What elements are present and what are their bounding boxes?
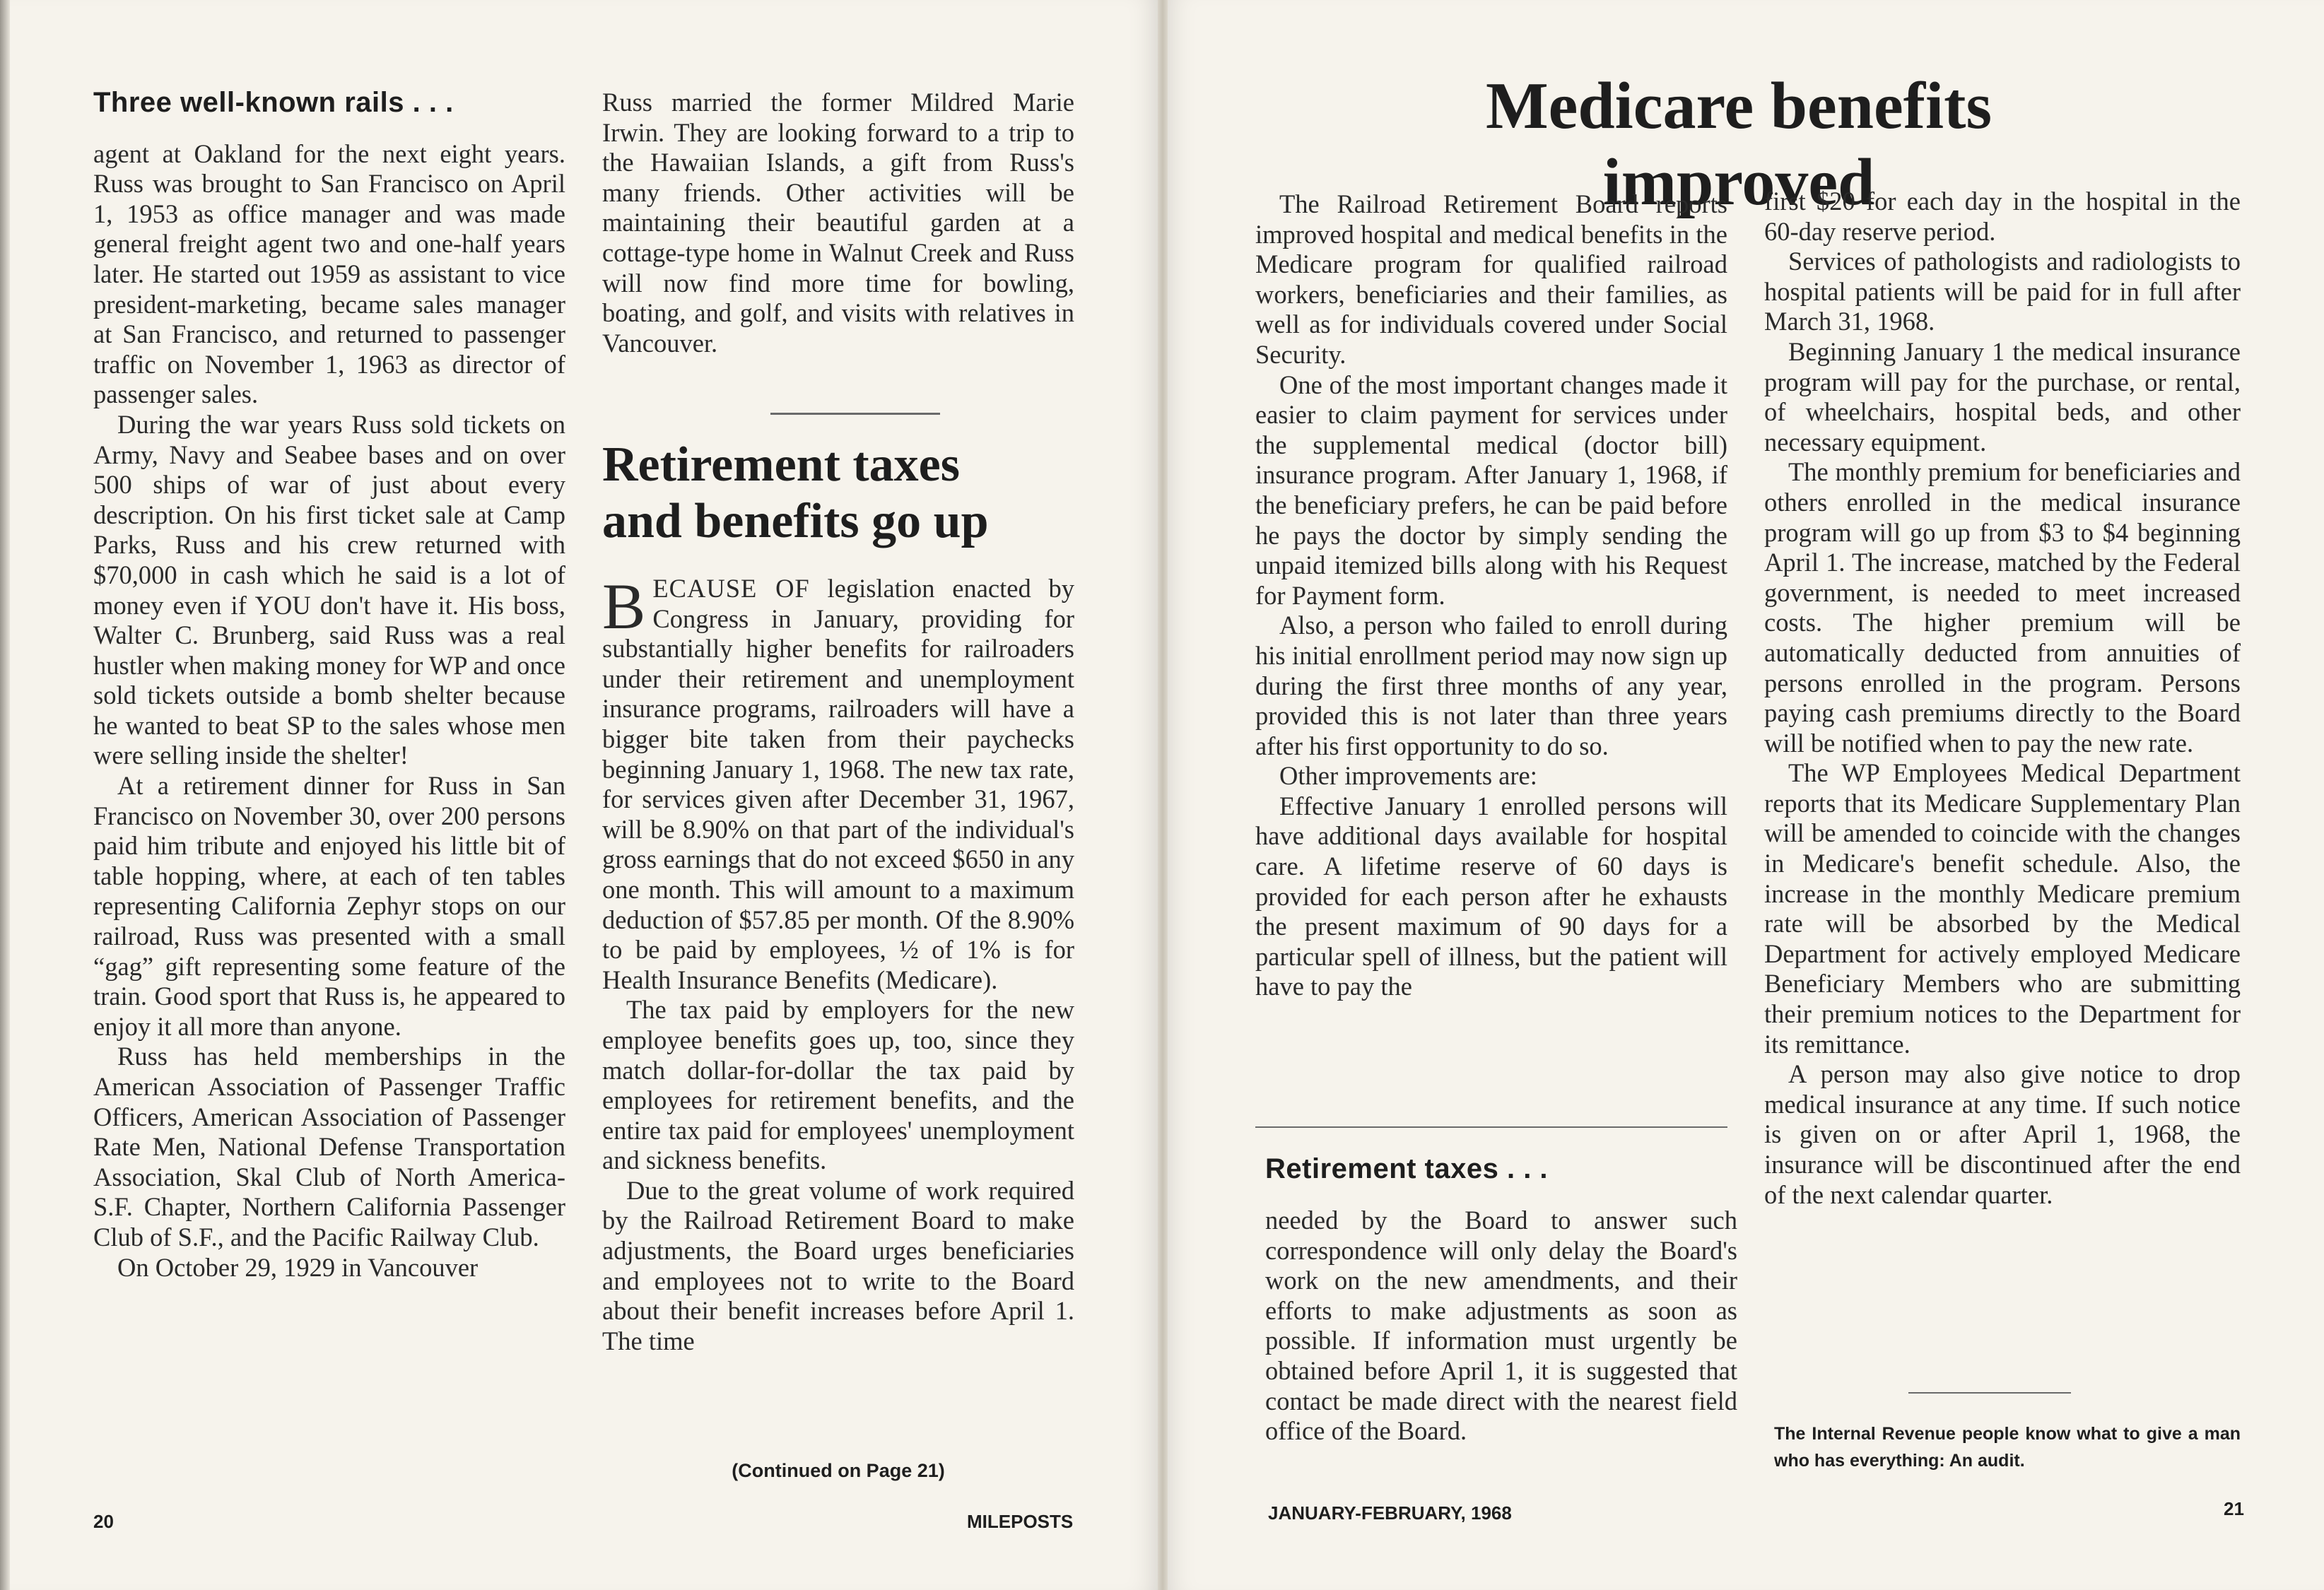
drop-cap: B [602,570,646,642]
article-paragraph: Services of pathologists and radiologists to hospital patients will be paid for in full after March 31, 1968. [1764,247,2241,336]
article-paragraph: One of the most important changes made it easier to claim payment for services under the supplemental medical (doctor bill) insurance program. After January 1, 1968, if the beneficiary prefers, he can be paid before he pays the doctor by simply sending the unpaid itemized bills along with his Request for Payment form. [1255,370,1727,610]
binding-gutter [1158,0,1168,1590]
right-column-1-continued [1265,1206,1737,1447]
headline-line: Retirement taxes [602,437,960,492]
article-paragraph: Other improvements are: [1279,761,1537,791]
article-paragraph: agent at Oakland for the next eight years. Russ was brought to San Francisco on April 1, 1953 as office manager and was made general freight agent two and one-half years later. He started out 1959 as assistant to vice president-marketing, became sales manager at San Francisco, and returned to passenger traffic on November 1, 1963 as director of passenger sales. [93,139,565,409]
section-divider [1908,1392,2071,1394]
article-paragraph: On October 29, 1929 in Vancouver [117,1252,479,1282]
article-paragraph: The monthly premium for beneficiaries and others enrolled in the medical insurance program will go up from $3 to $4 beginning April 1. The increase, matched by the Federal government, is needed to meet increased costs. The higher premium will be automatically deducted from annuities of persons enrolled in the program. Persons paying cash premiums directly to the Board will be notified when to pay the new rate. [1764,457,2241,758]
article-paragraph: A person may also give notice to drop medical insurance at any time. If such notice is given on or after April 1, 1968, the insurance will be discontinued after the end of the next calendar quarter. [1764,1059,2241,1209]
right-column-2 [1764,187,2241,1210]
page-number: 20 [93,1511,114,1532]
right-column-1 [1255,189,1727,1002]
section-divider [1255,1126,1727,1128]
article-paragraph: Beginning January 1 the medical insurance program will pay for the purchase, or rental, of wheelchairs, hospital beds, and other necessary equipment. [1764,336,2241,457]
section-divider [770,413,940,415]
article-paragraph: Effective January 1 enrolled persons will have additional days available for hospital care. A lifetime reserve of 60 days is provided for each person after he exhausts the present maximum of 90 days for a particular spell of illness, but the patient will have to pay the [1255,791,1727,1001]
left-column-2 [602,88,1074,358]
lead-paragraph [602,570,1074,995]
article-paragraph: At a retirement dinner for Russ in San Francisco on November 30, over 200 persons paid him tribute and enjoyed his little bit of table hopping, where, at each of ten tables representing California Zephyr stops on our railroad, Russ was presented with a small “gag” gift representing some feature of the train. Good sport that Russ is, he appeared to enjoy it all more than anyone. [93,771,565,1041]
article-headline [602,437,1074,550]
page-number: 21 [2224,1498,2244,1519]
lead-smallcaps: ECAUSE OF [652,574,810,603]
article-paragraph: first $20 for each day in the hospital in the 60-day reserve period. [1764,187,2241,246]
page-edge [0,0,10,1590]
article-paragraph: The tax paid by employers for the new employee benefits goes up, too, since they match dollar-for-dollar the tax paid by employees for retirement benefits, and the entire tax paid for employees' unemployment and sickness benefits. [602,995,1074,1175]
continued-kicker: Three well-known rails . . . [93,87,454,118]
continued-note: (Continued on Page 21) [732,1460,945,1481]
article-paragraph: The WP Employees Medical Department reports that its Medicare Supplementary Plan will be amended to coincide with the changes in Medicare's benefit schedule. Also, the increase in the monthly Medicare premium rate will be absorbed by the Medical Department for actively employed Medicare Beneficiary Members who are submitting their premium notices to the Department for its remittance. [1764,758,2241,1059]
left-column-2-article [602,570,1074,1356]
article-paragraph: Russ married the former Mildred Marie Irwin. They are looking forward to a trip to the Hawaiian Islands, a gift from Russ's many friends. Other activities will be maintaining their beautiful garden at a cottage-type home in Walnut Creek and Russ will now find more time for bowling, boating, and golf, and visits with relatives in Vancouver. [602,88,1074,358]
page-headline: Medicare benefits improved [1485,69,1993,219]
filler-quip: The Internal Revenue people know what to give a man who has everything: An audit. [1774,1424,2241,1471]
article-paragraph: Russ has held memberships in the American Association of Passenger Traffic Officers, American Association of Passenger Rate Men, National Defense Transportation Association, Skal Club of North America-S.F. Chapter, Northern California Passenger Club of S.F., and the Pacific Railway Club. [93,1042,565,1252]
continued-kicker: Retirement taxes . . . [1265,1153,1549,1184]
headline-line: and benefits go up [602,494,989,548]
article-paragraph: The Railroad Retirement Board reports improved hospital and medical benefits in the Medicare program for qualified railroad workers, beneficiaries and their families, as well as for individuals covered under Social Security. [1255,189,1727,369]
left-column-1 [93,88,565,1283]
article-paragraph: Due to the great volume of work required by the Railroad Retirement Board to make adjustments, the Board urges beneficiaries and employees not to write to the Board about their benefit increases before April 1. The time [602,1175,1074,1355]
lead-text: legislation enacted by Congress in January, providing for substantially higher benefits for railroaders under their retirement and unemployment insurance programs, railroaders will have a bigger bite taken from their paychecks beginning January 1, 1968. The new tax rate, for services given after December 31, 1967, will be 8.90% on that part of the individual's gross earnings that do not exceed $650 in any one month. This will amount to a maximum deduction of $57.85 per month. Of the 8.90% to be paid by employees, ½ of 1% is for Health Insurance Benefits (Medicare). [602,574,1074,994]
issue-date: JANUARY-FEBRUARY, 1968 [1268,1502,1512,1524]
magazine-title: MILEPOSTS [967,1511,1074,1532]
article-paragraph: needed by the Board to answer such correspondence will only delay the Board's work on the new amendments, and their efforts to make adjustments as soon as possible. If information must urgently be obtained before April 1, it is suggested that contact be made direct with the nearest field office of the Board. [1265,1206,1737,1446]
article-paragraph: During the war years Russ sold tickets on Army, Navy and Seabee bases and on over 500 ships of war of just about every description. On his first ticket sale at Camp Parks, Russ and his crew returned with $70,000 in cash which he said is a lot of money even if YOU don't have it. His boss, Walter C. Brunberg, said Russ was a real hustler when making money for WP and once sold tickets outside a bomb shelter because he wanted to beat SP to the sales whose men were selling inside the shelter! [93,409,565,770]
article-paragraph: Also, a person who failed to enroll during his initial enrollment period may now sign up during the first three months of any year, provided this is not later than three years after his first opportunity to do so. [1255,611,1727,760]
